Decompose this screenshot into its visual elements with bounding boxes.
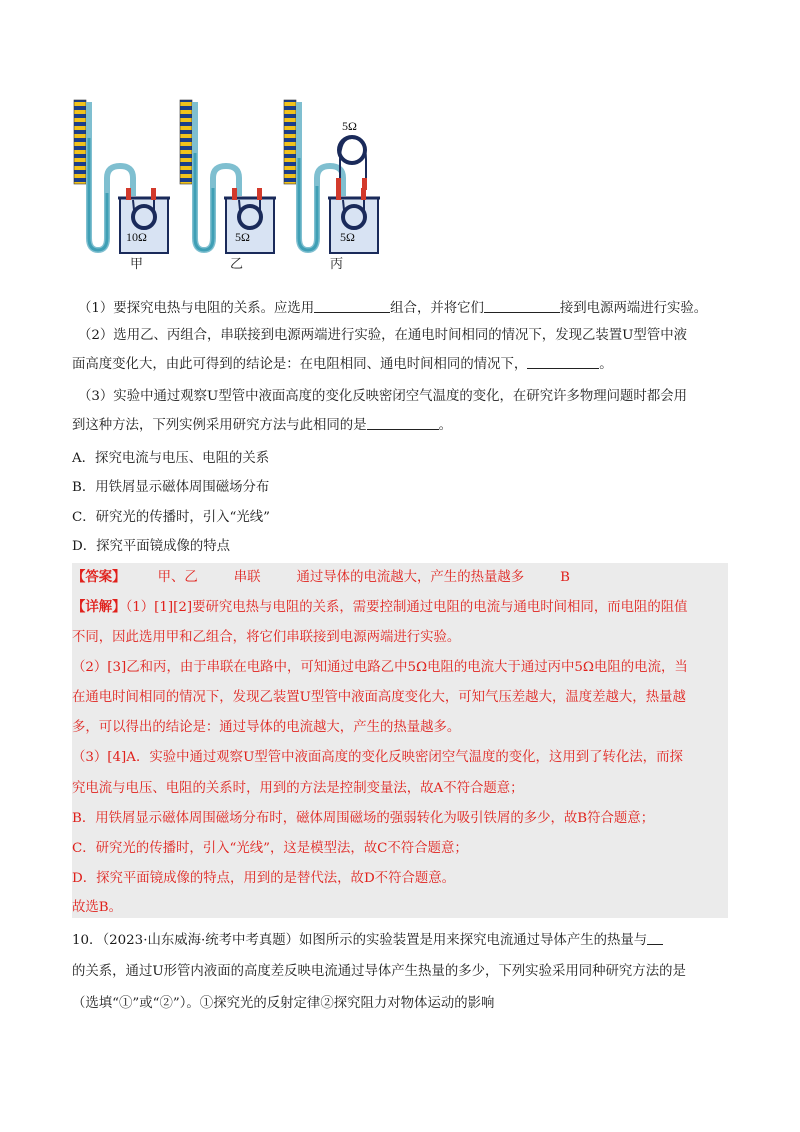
label-yi: 乙 — [230, 257, 244, 272]
q2-end: 。 — [599, 357, 613, 372]
detail-line-7: 究电流与电压、电阻的关系时，用到的方法是控制变量法，故A不符合题意； — [72, 781, 524, 796]
q10-line-3: （选填“①”或“②”）。①探究光的反射定律②探究阻力对物体运动的影响 — [72, 996, 495, 1011]
question-2-line-1: （2）选用乙、丙组合，串联接到电源两端进行实验，在通电时间相同的情况下，发现乙装置U型管中液 — [78, 328, 687, 343]
detail-line-10: D．探究平面镜成像的特点，用到的是替代法，故D不符合题意。 — [72, 871, 456, 886]
option-b: B．用铁屑显示磁体周围磁场分布 — [72, 480, 270, 495]
apparatus-yi — [180, 100, 276, 253]
q10-line-1 — [72, 930, 663, 951]
detail-line-6: （3）[4]A．实验中通过观察U型管中液面高度的变化反映密闭空气温度的变化，这用到了转化法，而探 — [72, 750, 683, 765]
u-tube-apparatus-diagram — [72, 98, 402, 258]
answer-item-2: 串联 — [233, 570, 261, 585]
answer-line — [72, 567, 570, 588]
detail-tag: 【详解】 — [72, 599, 126, 615]
answer-blank[interactable] — [484, 298, 560, 313]
resistor-label-bing: 5Ω — [340, 230, 355, 244]
question-1 — [78, 298, 707, 319]
q1-text-c: 接到电源两端进行实验。 — [559, 301, 708, 316]
detail-line-3: （2）[3]乙和丙，由于串联在电路中，可知通过电路乙中5Ω电阻的电流大于通过丙中5Ω电阻的电流，当 — [72, 660, 688, 675]
answer-tag: 【答案】 — [72, 569, 126, 585]
detail-line-2: 不同，因此选用甲和乙组合，将它们串联接到电源两端进行实验。 — [72, 630, 461, 645]
label-jia: 甲 — [130, 257, 144, 272]
resistor-label-yi: 5Ω — [235, 230, 250, 244]
option-a: A．探究电流与电压、电阻的关系 — [72, 451, 270, 466]
apparatus-jia — [74, 100, 170, 253]
question-3-line-2 — [72, 415, 452, 436]
experiment-figure — [72, 98, 402, 273]
q2-text: 面高度变化大，由此可得到的结论是：在电阻相同、通电时间相同的情况下， — [72, 357, 528, 372]
detail-line-5: 多，可以得出的结论是：通过导体的电流越大，产生的热量越多。 — [72, 720, 461, 735]
option-d: D．探究平面镜成像的特点 — [72, 539, 231, 554]
label-bing: 丙 — [330, 257, 344, 272]
detail-line-1 — [72, 597, 688, 618]
q1-text-a: （1）要探究电热与电阻的关系。应选用 — [78, 301, 315, 316]
apparatus-bing — [284, 100, 380, 253]
answer-blank[interactable] — [367, 415, 439, 430]
detail-line-8: B．用铁屑显示磁体周围磁场分布时，磁体周围磁场的强弱转化为吸引铁屑的多少，故B符合题意； — [72, 811, 655, 826]
detail-line-4: 在通电时间相同的情况下，发现乙装置U型管中液面高度变化大，可知气压差越大，温度差越大，热量越 — [72, 690, 686, 705]
q3-end: 。 — [438, 418, 452, 433]
answer-item-4: B — [560, 570, 570, 585]
detail-line-9: C．研究光的传播时，引入“光线”，这是模型法，故C不符合题意； — [72, 841, 468, 856]
answer-blank[interactable] — [527, 354, 599, 369]
question-3-line-1: （3）实验中通过观察U型管中液面高度的变化反映密闭空气温度的变化，在研究许多物理问题时都会用 — [78, 389, 687, 404]
q3-text: 到这种方法，下列实例采用研究方法与此相同的是 — [72, 418, 367, 433]
question-2-line-2 — [72, 354, 613, 375]
resistor-label-jia: 10Ω — [126, 230, 147, 244]
q1-text-b: 组合，并将它们 — [390, 301, 484, 316]
detail-text: （1）[1][2]要研究电热与电阻的关系，需要控制通过电阻的电流与通电时间相同，而电阻的阻值 — [125, 600, 688, 615]
q10-text-1: 10．（2023·山东威海·统考中考真题）如图所示的实验装置是用来探究电流通过导体产生的热量与 — [72, 933, 648, 948]
detail-line-11: 故选B。 — [72, 900, 123, 915]
answer-item-1: 甲、乙 — [157, 570, 198, 585]
answer-blank[interactable] — [314, 298, 390, 313]
option-c: C．研究光的传播时，引入“光线” — [72, 510, 271, 525]
q10-line-2: 的关系，通过U形管内液面的高度差反映电流通过导体产生热量的多少，下列实验采用同种研究方法的是 — [72, 964, 686, 979]
answer-blank[interactable] — [647, 930, 663, 945]
answer-item-3: 通过导体的电流越大，产生的热量越多 — [296, 570, 525, 585]
external-resistor-label: 5Ω — [342, 119, 357, 133]
